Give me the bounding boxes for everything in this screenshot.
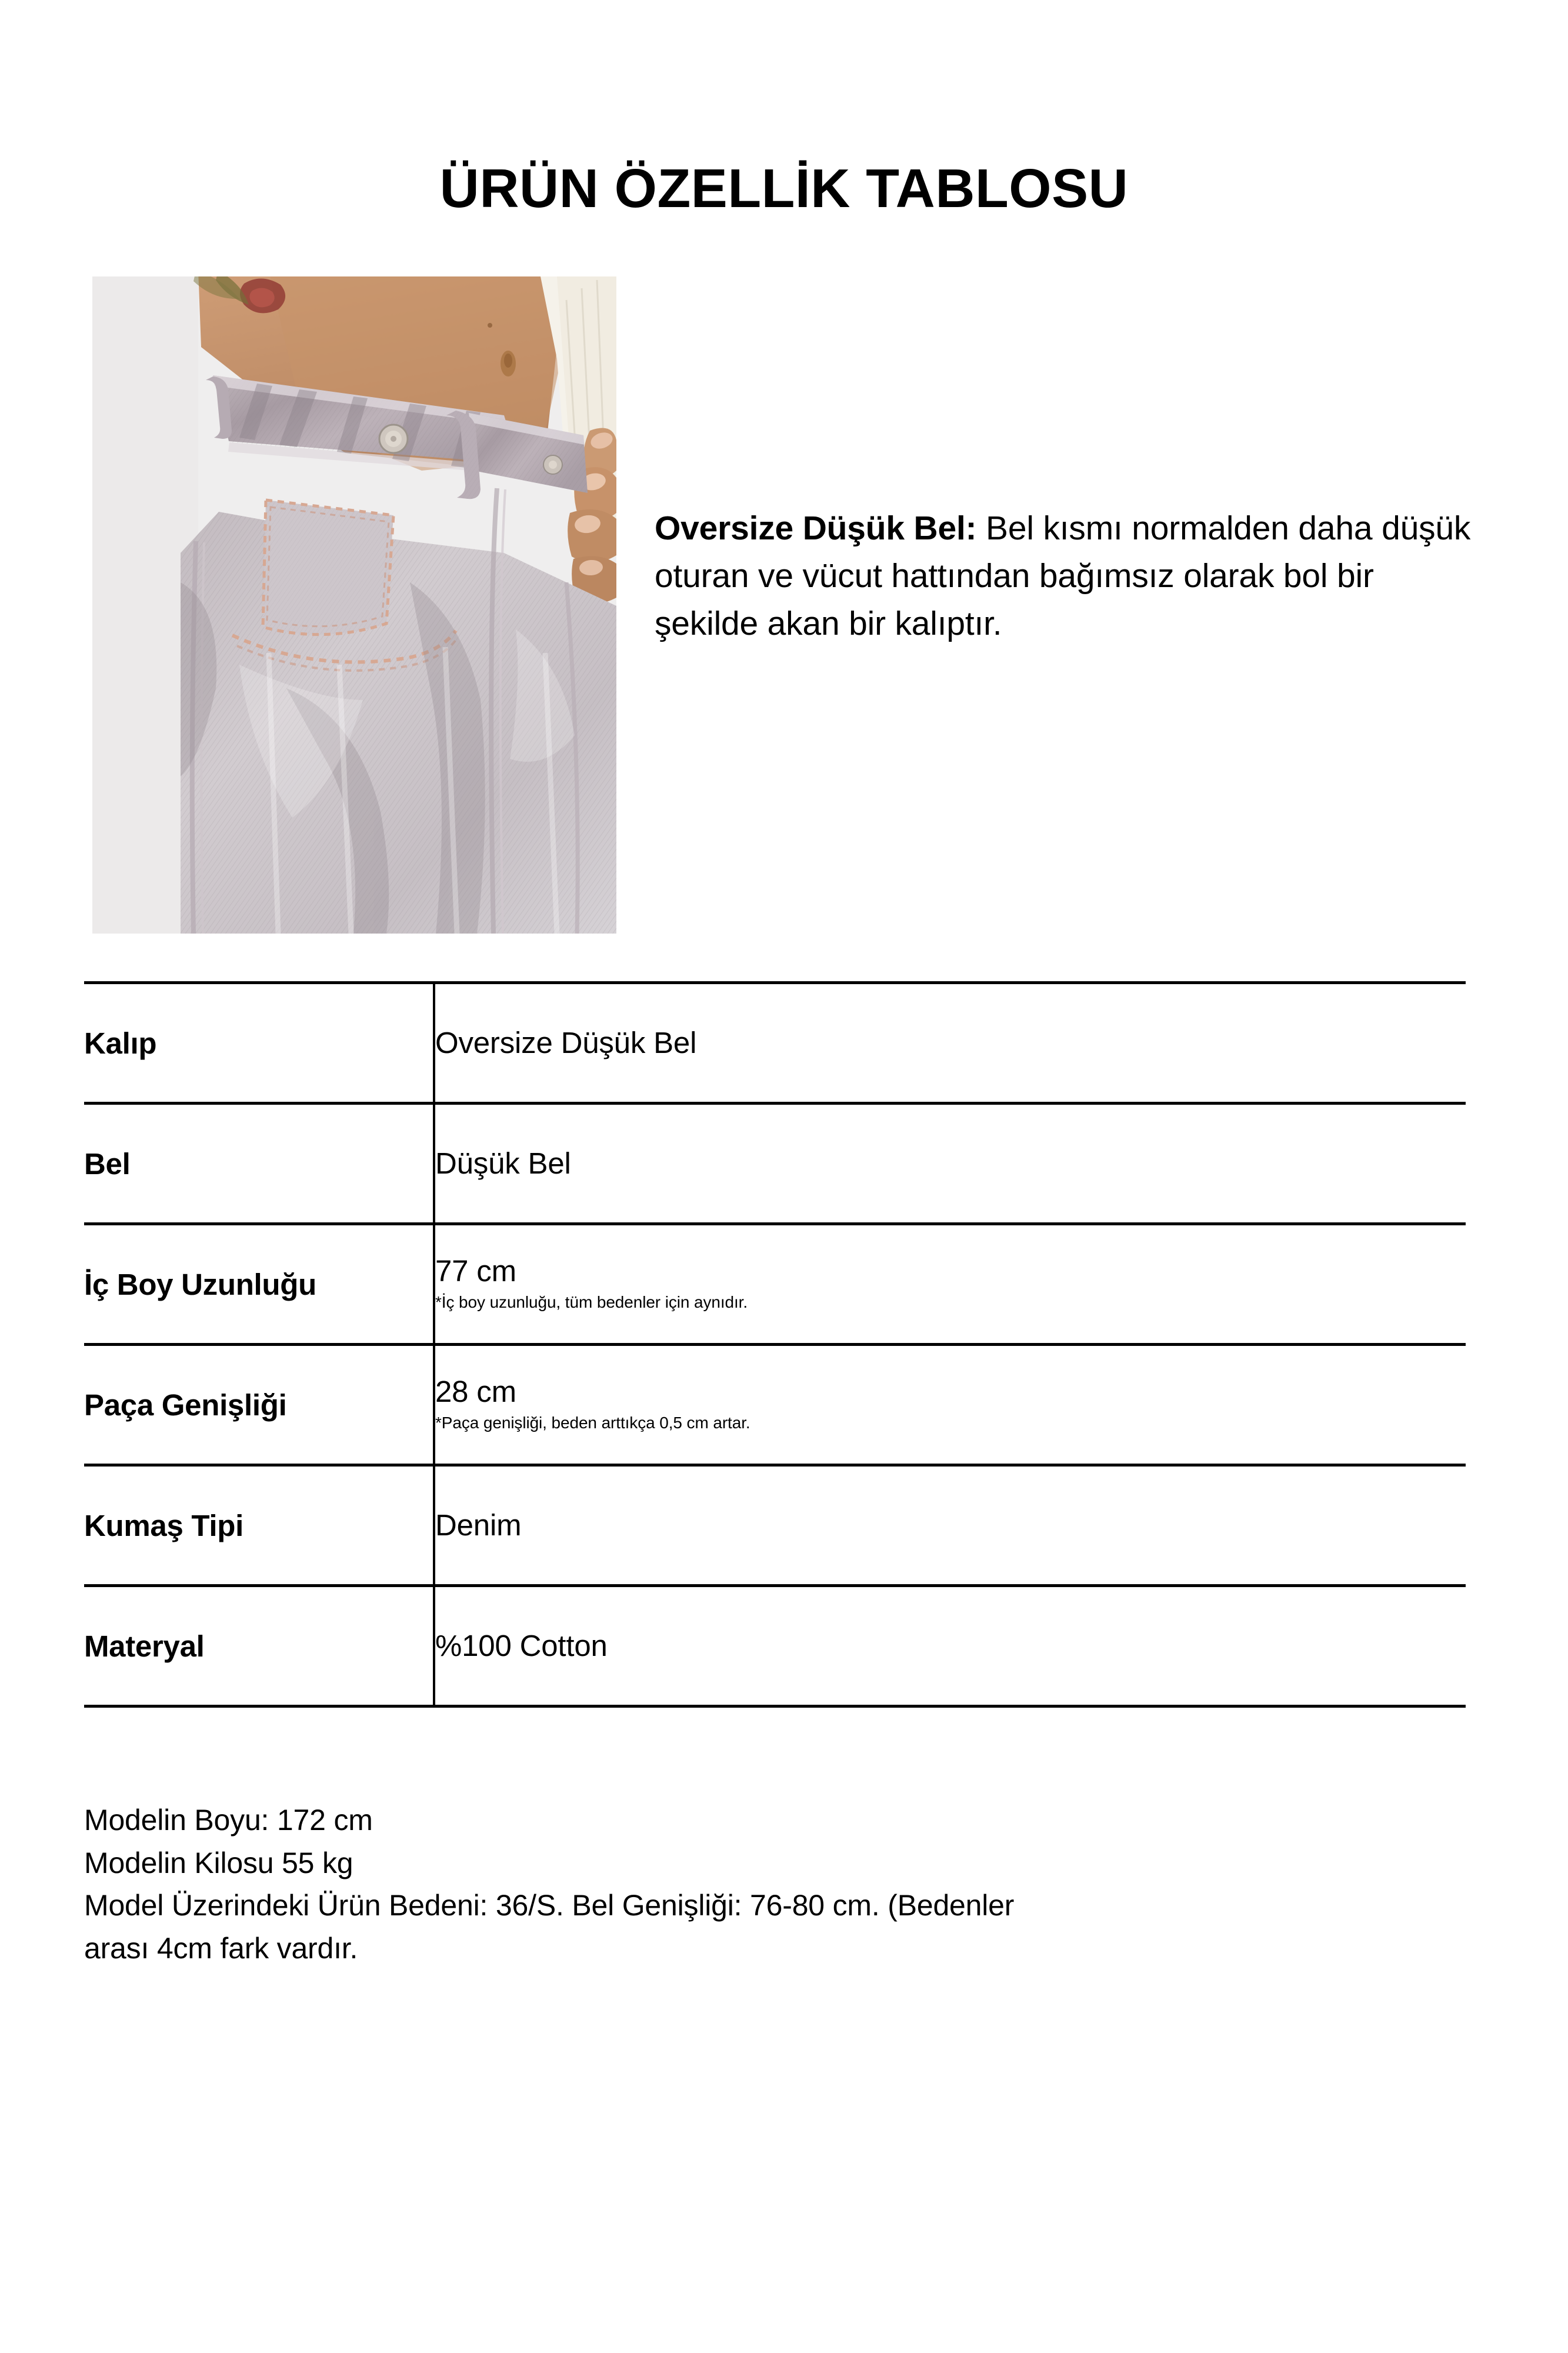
spec-label-kumas-tipi: Kumaş Tipi (84, 1465, 434, 1586)
spec-value-note: *İç boy uzunluğu, tüm bedenler için aynıdır. (435, 1293, 748, 1312)
table-row (84, 1104, 1466, 1224)
spec-value-materyal (434, 1586, 1466, 1707)
model-height-line: Modelin Boyu: 172 cm (84, 1804, 373, 1837)
spec-value-main: Düşük Bel (435, 1146, 571, 1180)
table-row (84, 983, 1466, 1104)
fit-description-lead: Oversize Düşük Bel: (655, 509, 977, 547)
spec-value-main: 77 cm (435, 1254, 516, 1288)
model-info-note (84, 1799, 1484, 1969)
table-row (84, 1224, 1466, 1345)
spec-value-main: %100 Cotton (435, 1628, 608, 1662)
table-row (84, 1586, 1466, 1707)
fit-description (655, 505, 1478, 648)
spec-value-main: Denim (435, 1508, 522, 1542)
product-photo-illustration (92, 276, 616, 934)
spec-label-bel: Bel (84, 1104, 434, 1224)
spec-table-body (84, 983, 1466, 1707)
spec-value-kumas-tipi (434, 1465, 1466, 1586)
table-row (84, 1465, 1466, 1586)
product-spec-table (84, 981, 1466, 1708)
spec-value-note: *Paça genişliği, beden arttıkça 0,5 cm artar. (435, 1414, 750, 1432)
spec-value-ic-boy-uzunlugu (434, 1224, 1466, 1345)
page-title: ÜRÜN ÖZELLİK TABLOSU (439, 158, 1129, 219)
size-difference-line: arası 4cm fark vardır. (84, 1931, 358, 1965)
table-row (84, 1345, 1466, 1465)
spec-value-main: Oversize Düşük Bel (435, 1025, 697, 1059)
model-weight-line: Modelin Kilosu 55 kg (84, 1846, 353, 1879)
fit-description-body: Bel kısmı normalden daha düşük oturan ve vücut hattından bağımsız olarak bol bir şekilde akan bir kalıptır. (655, 509, 1471, 642)
spec-label-paca-genisligi: Paça Genişliği (84, 1345, 434, 1465)
spec-value-paca-genisligi (434, 1345, 1466, 1465)
model-size-line: Model Üzerindeki Ürün Bedeni: 36/S. Bel Genişliği: 76-80 cm. (Bedenler (84, 1889, 1015, 1922)
spec-value-main: 28 cm (435, 1375, 516, 1409)
spec-value-kalip (434, 983, 1466, 1104)
spec-label-materyal: Materyal (84, 1586, 434, 1707)
spec-label-ic-boy-uzunlugu: İç Boy Uzunluğu (84, 1224, 434, 1345)
spec-label-kalip: Kalıp (84, 983, 434, 1104)
product-photo (92, 276, 616, 934)
spec-value-bel (434, 1104, 1466, 1224)
